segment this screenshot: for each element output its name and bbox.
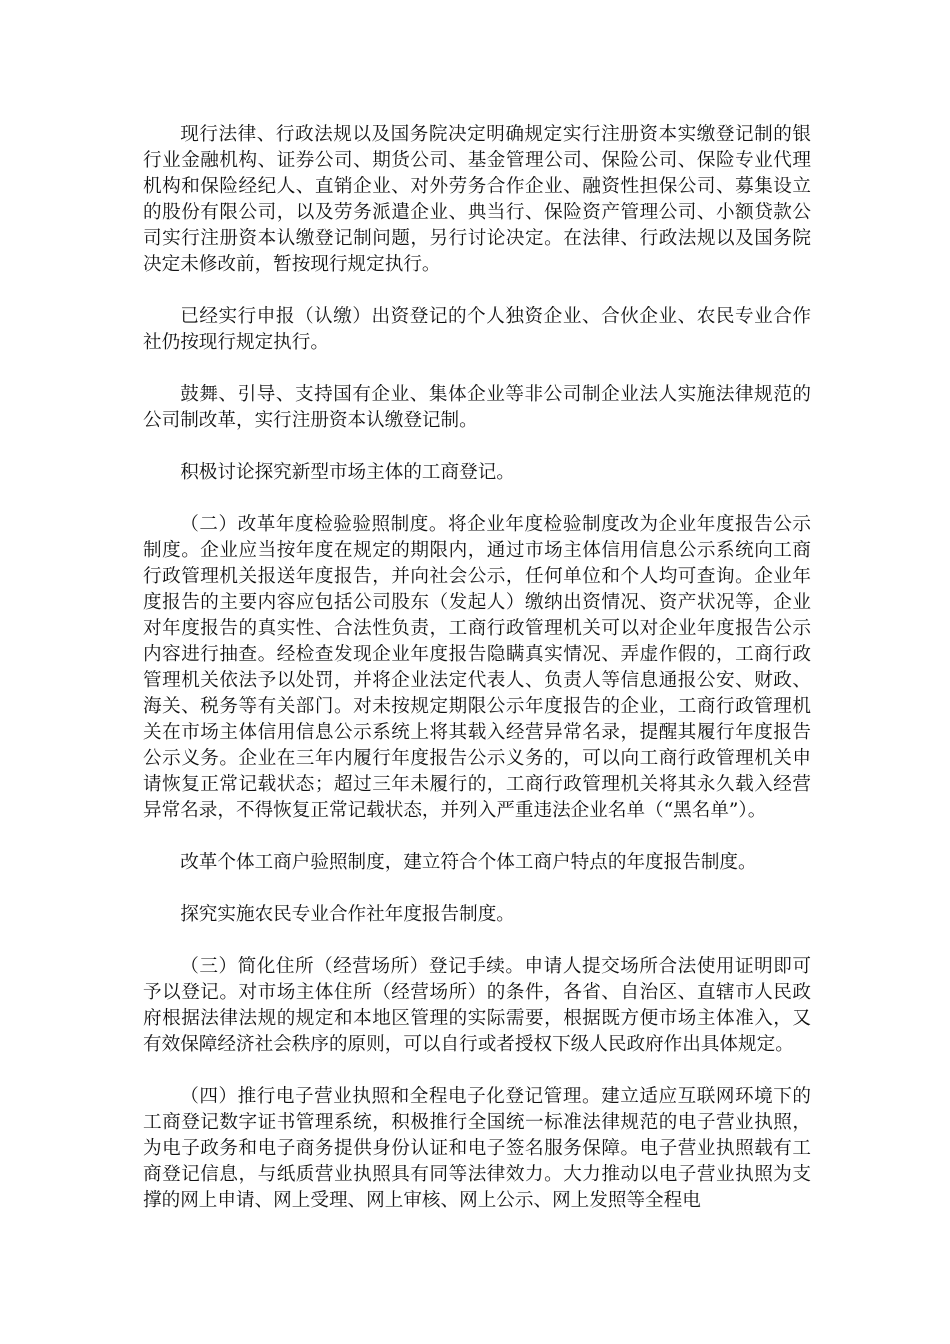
paragraph-new-market-entities: 积极讨论探究新型市场主体的工商登记。 <box>180 462 515 483</box>
document-body <box>143 122 811 1214</box>
paragraph-annual-inspection-reform: （二）改革年度检验验照制度。将企业年度检验制度改为企业年度报告公示制度。企业应当按年度在规定的期限内，通过市场主体信用信息公示系统向工商行政管理机关报送年度报告，并向社会公示，任何单位和个人均可查询。企业年度报告的主要内容应包括公司股东（发起人）缴纳出资情况、资产状况等，企业对年度报告的真实性、合法性负责，工商行政管理机关可以对企业年度报告公示内容进行抽查。经检查发现企业年度报告隐瞒真实情况、弄虚作假的，工商行政管理机关依法予以处罚，并将企业法定代表人、负责人等信息通报公安、财政、海关、税务等有关部门。对未按规定期限公示年度报告的企业，工商行政管理机关在市场主体信用信息公示系统上将其载入经营异常名录，提醒其履行年度报告公示义务。企业在三年内履行年度报告公示义务的，可以向工商行政管理机关申请恢复正常记载状态；超过三年未履行的，工商行政管理机关将其永久载入经营异常名录，不得恢复正常记载状态，并列入严重违法企业名单（“黑名单”）。 <box>143 514 811 821</box>
paragraph-state-owned-reform: 鼓舞、引导、支持国有企业、集体企业等非公司制企业法人实施法律规范的公司制改革，实行注册资本认缴登记制。 <box>143 384 811 431</box>
paragraph-individual-business: 改革个体工商户验照制度，建立符合个体工商户特点的年度报告制度。 <box>180 852 757 873</box>
paragraph-residence-registration: （三）简化住所（经营场所）登记手续。申请人提交场所合法使用证明即可予以登记。对市场主体住所（经营场所）的条件，各省、自治区、直辖市人民政府根据法律法规的规定和本地区管理的实际需要，根据既方便市场主体准入，又有效保障经济社会秩序的原则，可以自行或者授权下级人民政府作出具体规定。 <box>143 956 811 1055</box>
paragraph-electronic-license: （四）推行电子营业执照和全程电子化登记管理。建立适应互联网环境下的工商登记数字证书管理系统，积极推行全国统一标准法律规范的电子营业执照，为电子政务和电子商务提供身份认证和电子签名服务保障。电子营业执照载有工商登记信息，与纸质营业执照具有同等法律效力。大力推动以电子营业执照为支撑的网上申请、网上受理、网上审核、网上公示、网上发照等全程电 <box>143 1086 811 1211</box>
paragraph-sole-proprietorship: 已经实行申报（认缴）出资登记的个人独资企业、合伙企业、农民专业合作社仍按现行规定执行。 <box>143 306 811 353</box>
paragraph-registered-capital-exceptions: 现行法律、行政法规以及国务院决定明确规定实行注册资本实缴登记制的银行业金融机构、证券公司、期货公司、基金管理公司、保险公司、保险专业代理机构和保险经纪人、直销企业、对外劳务合作企业、融资性担保公司、募集设立的股份有限公司，以及劳务派遣企业、典当行、保险资产管理公司、小额贷款公司实行注册资本认缴登记制问题，另行讨论决定。在法律、行政法规以及国务院决定未修改前，暂按现行规定执行。 <box>143 124 811 275</box>
paragraph-cooperative-annual-report: 探究实施农民专业合作社年度报告制度。 <box>180 904 515 925</box>
